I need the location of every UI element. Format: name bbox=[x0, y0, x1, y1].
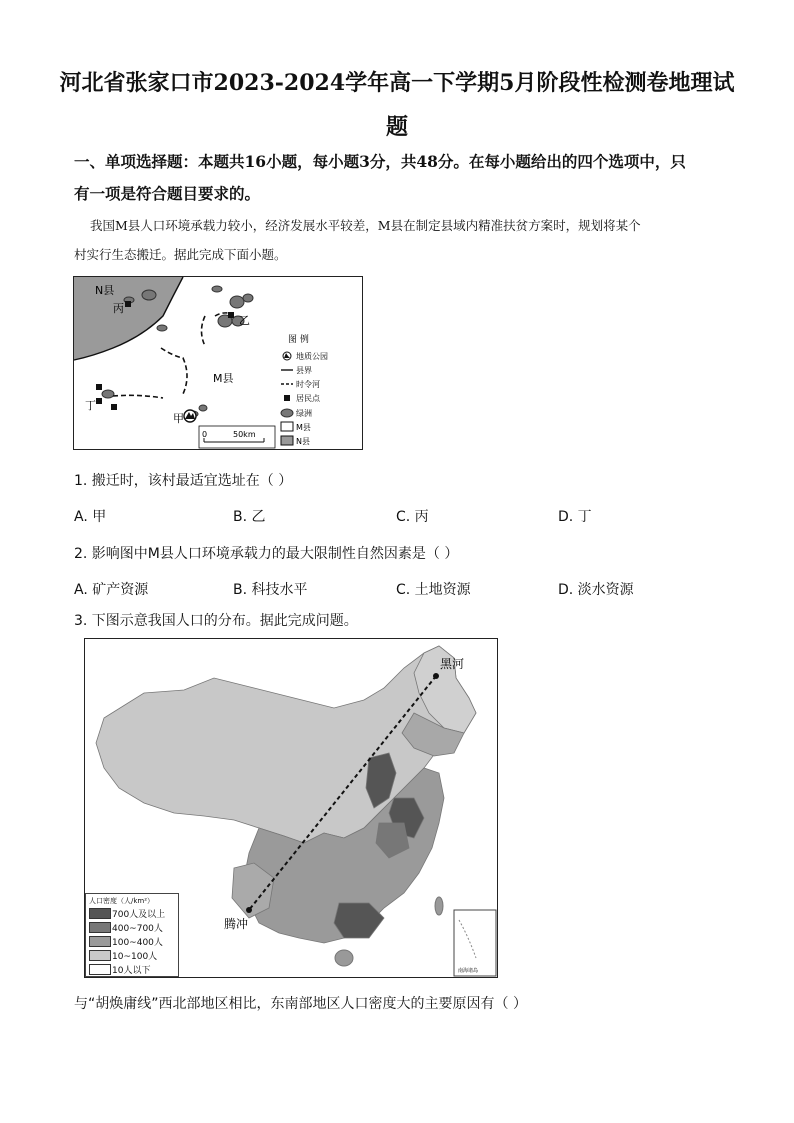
label-n-county: N县 bbox=[95, 284, 115, 297]
label-tengchong: 腾冲 bbox=[224, 917, 249, 931]
legend-title: 人口密度（人/km²） bbox=[89, 897, 155, 905]
oasis bbox=[230, 296, 244, 308]
label-ding: 丁 bbox=[85, 399, 96, 412]
legend-item: 700人及以上 bbox=[112, 910, 166, 920]
legend-item: 100~400人 bbox=[112, 938, 163, 948]
region-taiwan bbox=[435, 897, 443, 915]
q2-option-a[interactable]: A. 矿产资源 bbox=[74, 582, 149, 598]
intro-text: 我国M县人口环境承载力较小，经济发展水平较差，M县在制定县域内精准扶贫方案时，规划将某个 bbox=[90, 218, 641, 233]
question-3-followup: 与“胡焕庸线”西北部地区相比，东南部地区人口密度大的主要原因有（ ） bbox=[74, 996, 527, 1012]
point-heihe bbox=[433, 673, 439, 679]
scale-50km: 50km bbox=[233, 430, 256, 439]
label-m-county: M县 bbox=[213, 372, 234, 385]
label-yi: 乙 bbox=[239, 314, 250, 327]
oasis bbox=[199, 405, 207, 411]
settlement bbox=[96, 384, 102, 390]
label-heihe: 黑河 bbox=[440, 657, 465, 671]
legend-item: 地质公园 bbox=[296, 352, 328, 361]
legend-item: M县 bbox=[296, 423, 311, 432]
q2-option-c[interactable]: C. 土地资源 bbox=[396, 582, 471, 598]
oasis bbox=[102, 390, 114, 398]
settlement-yi bbox=[228, 312, 234, 318]
legend-item: 10人以下 bbox=[112, 966, 151, 976]
question-2-stem: 2. 影响图中M县人口环境承载力的最大限制性自然因素是（ ） bbox=[74, 546, 459, 562]
q2-option-b[interactable]: B. 科技水平 bbox=[233, 582, 308, 598]
section-heading: 一、单项选择题：本题共16小题，每小题3分，共48分。在每小题给出的四个选项中，只 bbox=[74, 152, 686, 171]
legend-item: 居民点 bbox=[296, 394, 320, 403]
settlement-bing bbox=[125, 301, 131, 307]
question-1-stem: 1. 搬迁时，该村最适宜选址在（ ） bbox=[74, 473, 293, 489]
map1-legend bbox=[280, 330, 370, 450]
legend-item: 县界 bbox=[296, 366, 312, 375]
settlement bbox=[111, 404, 117, 410]
oasis bbox=[212, 286, 222, 292]
point-tengchong bbox=[246, 907, 252, 913]
inset-box bbox=[454, 910, 496, 976]
page-title-cont: 题 bbox=[385, 114, 408, 140]
page-title: 河北省张家口市2023-2024学年高一下学期5月阶段性检测卷地理试 bbox=[59, 70, 735, 96]
section-heading-cont: 有一项是符合题目要求的。 bbox=[74, 184, 261, 203]
q1-option-d[interactable]: D. 丁 bbox=[558, 509, 592, 525]
density-legend bbox=[85, 893, 179, 977]
oasis bbox=[157, 325, 167, 331]
legend-title: 图 例 bbox=[288, 335, 309, 345]
legend-item: 10~100人 bbox=[112, 952, 158, 962]
q1-option-a[interactable]: A. 甲 bbox=[74, 509, 107, 525]
settlement-ding bbox=[96, 398, 102, 404]
legend-item: 绿洲 bbox=[296, 409, 312, 418]
region-hainan bbox=[335, 950, 353, 966]
legend-item: 400~700人 bbox=[112, 924, 163, 934]
label-bing: 丙 bbox=[113, 302, 124, 315]
legend-item: 时令河 bbox=[296, 380, 320, 389]
inset-label: 南海诸岛 bbox=[458, 968, 479, 974]
question-3-stem: 3. 下图示意我国人口的分布。据此完成问题。 bbox=[74, 613, 358, 629]
q1-option-c[interactable]: C. 丙 bbox=[396, 509, 429, 525]
q2-option-d[interactable]: D. 淡水资源 bbox=[558, 582, 634, 598]
label-jia: 甲 bbox=[173, 412, 184, 425]
q1-option-b[interactable]: B. 乙 bbox=[233, 509, 266, 525]
oasis bbox=[142, 290, 156, 300]
legend-item: N县 bbox=[296, 437, 310, 446]
oasis bbox=[243, 294, 253, 302]
intro-text-cont: 村实行生态搬迁。据此完成下面小题。 bbox=[74, 247, 287, 262]
scale-zero: 0 bbox=[202, 430, 208, 439]
